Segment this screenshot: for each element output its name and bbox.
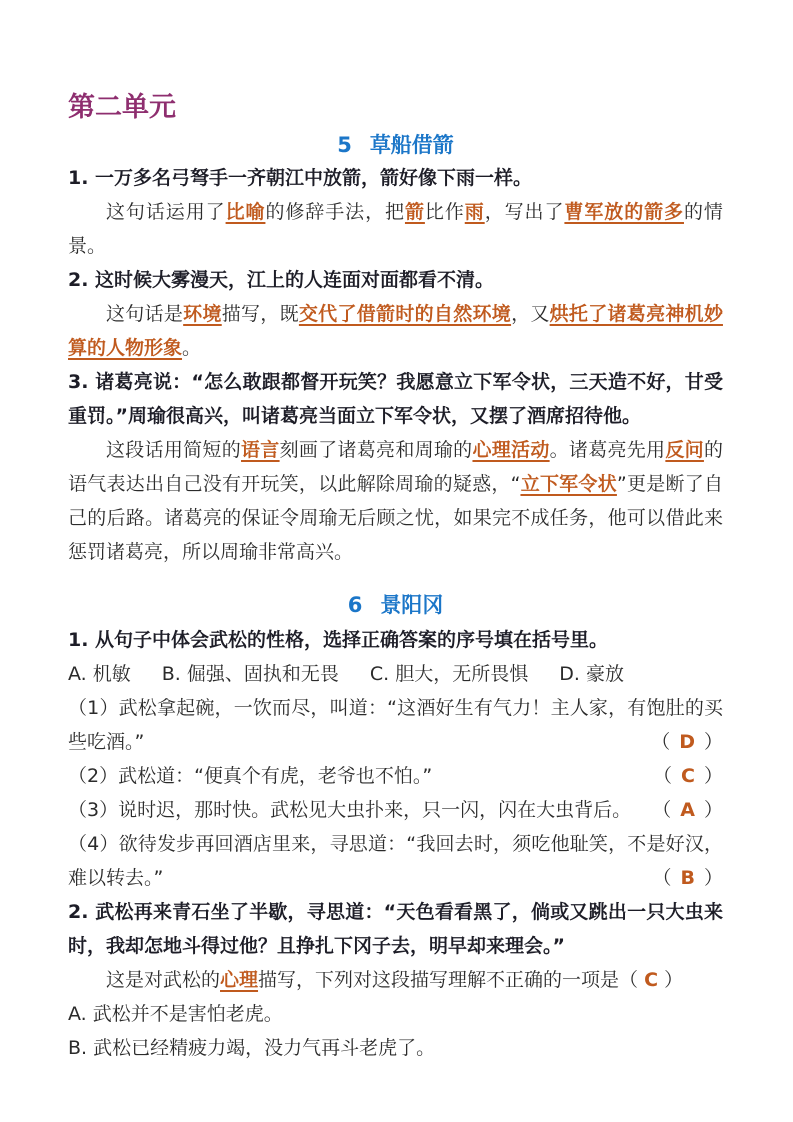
paren-close: ） (703, 731, 723, 753)
highlighted-text: 曹军放的箭多 (564, 201, 684, 223)
text-segment: 的情景。 (68, 201, 723, 257)
choice-a: A. 武松并不是害怕老虎。 (68, 1003, 283, 1025)
answer-mark-4 (652, 861, 723, 895)
text-segment: ） (658, 969, 684, 991)
text-segment: 描写，既 (221, 303, 299, 325)
text-segment: 这句话是 (106, 303, 184, 325)
paren-open: （ (653, 765, 673, 787)
section-6-heading (68, 591, 723, 619)
paren-close: ） (703, 765, 723, 787)
highlighted-text: 语言 (241, 439, 280, 461)
quote-item-4-text: （4）欲待发步再回酒店里来，寻思道：“我回去时，须吃他耻笑，不是好汉，难以转去。” (68, 833, 723, 889)
quote-item-4 (68, 827, 723, 895)
highlighted-text: 反问 (665, 439, 704, 461)
text-segment: 刻画了诸葛亮和周瑜的 (279, 439, 473, 461)
highlighted-text: 雨 (464, 201, 485, 223)
section-6-number: 6 (347, 593, 363, 617)
s6-question-2: 2. 武松再来青石坐了半歇，寻思道：“天色看看黑了，倘或又跳出一只大虫来时，我却怎地斗得过他？且挣扎下冈子去，明早却来理会。” (68, 901, 723, 957)
answer-mark-2 (653, 759, 723, 793)
answer-mark-3 (652, 793, 723, 827)
section-5-heading (68, 131, 723, 159)
option-row (68, 657, 723, 691)
text-segment: 。诸葛亮先用 (549, 439, 666, 461)
text-segment: ，又 (511, 303, 550, 325)
highlighted-text: 环境 (183, 303, 222, 325)
option-b: B. 倔强、固执和无畏 (161, 663, 339, 685)
choice-b: B. 武松已经精疲力竭，没力气再斗老虎了。 (68, 1037, 436, 1059)
option-a: A. 机敏 (68, 663, 131, 685)
highlighted-text: 交代了借箭时的自然环境 (298, 303, 512, 325)
text-segment: 比作 (424, 201, 465, 223)
quote-item-1-text: （1）武松拿起碗，一饮而尽，叫道：“这酒好生有气力！主人家，有饱肚的买些吃酒。” (68, 697, 723, 753)
text-segment: ”更是断了自己的后路。诸葛亮的保证令周瑜无后顾之忧，如果完不成任务，他可以借此来惩罚诸葛亮，所以周瑜非常高兴。 (68, 473, 723, 563)
text-segment: 这是对武松的 (106, 969, 221, 991)
unit-title: 第二单元 (68, 92, 176, 123)
s5-answer-3 (68, 433, 723, 569)
paren-open: （ (652, 867, 672, 889)
section-5-title: 草船借箭 (369, 133, 454, 157)
s5-question-1: 1. 一万多名弓弩手一齐朝江中放箭，箭好像下雨一样。 (68, 167, 533, 189)
s6-answer-2 (68, 963, 723, 997)
quote-item-3-text: （3）说时迟，那时快。武松见大虫扑来，只一闪，闪在大虫背后。 (68, 799, 632, 821)
text-segment: 。 (182, 337, 202, 359)
s5-question-2: 2. 这时候大雾漫天，江上的人连面对面都看不清。 (68, 269, 495, 291)
quote-item-1 (68, 691, 723, 759)
answer-letter-4: B (680, 867, 695, 889)
s5-answer-2 (68, 297, 723, 365)
quote-item-3 (68, 793, 723, 827)
text-segment: 这句话运用了 (106, 201, 226, 223)
text-segment: 描写，下列对这段描写理解不正确的一项是（ (258, 969, 645, 991)
section-6-title: 景阳冈 (380, 593, 444, 617)
section-5-number: 5 (337, 133, 352, 157)
highlighted-text: 箭 (404, 201, 425, 223)
paren-open: （ (651, 731, 671, 753)
quote-item-2-text: （2）武松道：“便真个有虎，老爷也不怕。” (68, 765, 433, 787)
answer-letter-2: C (681, 765, 695, 787)
highlighted-text: 比喻 (225, 201, 266, 223)
highlighted-text: 心理 (220, 969, 259, 991)
answer-letter-1: D (679, 731, 695, 753)
text-segment: 这段话用简短的 (106, 439, 242, 461)
quote-item-2 (68, 759, 723, 793)
s5-answer-1 (68, 195, 723, 263)
option-d: D. 豪放 (559, 663, 624, 685)
answer-letter: C (644, 969, 659, 991)
text-segment: 的语气表达出自己没有开玩笑，以此解除周瑜的疑惑，“ (68, 439, 723, 495)
text-segment: 的修辞手法，把 (265, 201, 405, 223)
answer-letter-3: A (680, 799, 695, 821)
paren-open: （ (652, 799, 672, 821)
answer-mark-1 (651, 725, 723, 759)
highlighted-text: 立下军令状 (520, 473, 617, 495)
highlighted-text: 心理活动 (472, 439, 550, 461)
paren-close: ） (703, 867, 723, 889)
highlighted-text: 烘托了诸葛亮神机妙算的人物形象 (68, 303, 723, 359)
s6-question-1: 1. 从句子中体会武松的性格，选择正确答案的序号填在括号里。 (68, 629, 609, 651)
s5-question-3: 3. 诸葛亮说：“怎么敢跟都督开玩笑？我愿意立下军令状，三天造不好，甘受重罚。”周瑜很高兴，叫诸葛亮当面立下军令状，又摆了酒席招待他。 (68, 371, 723, 427)
text-segment: ，写出了 (484, 201, 565, 223)
paren-close: ） (703, 799, 723, 821)
option-c: C. 胆大，无所畏惧 (369, 663, 529, 685)
